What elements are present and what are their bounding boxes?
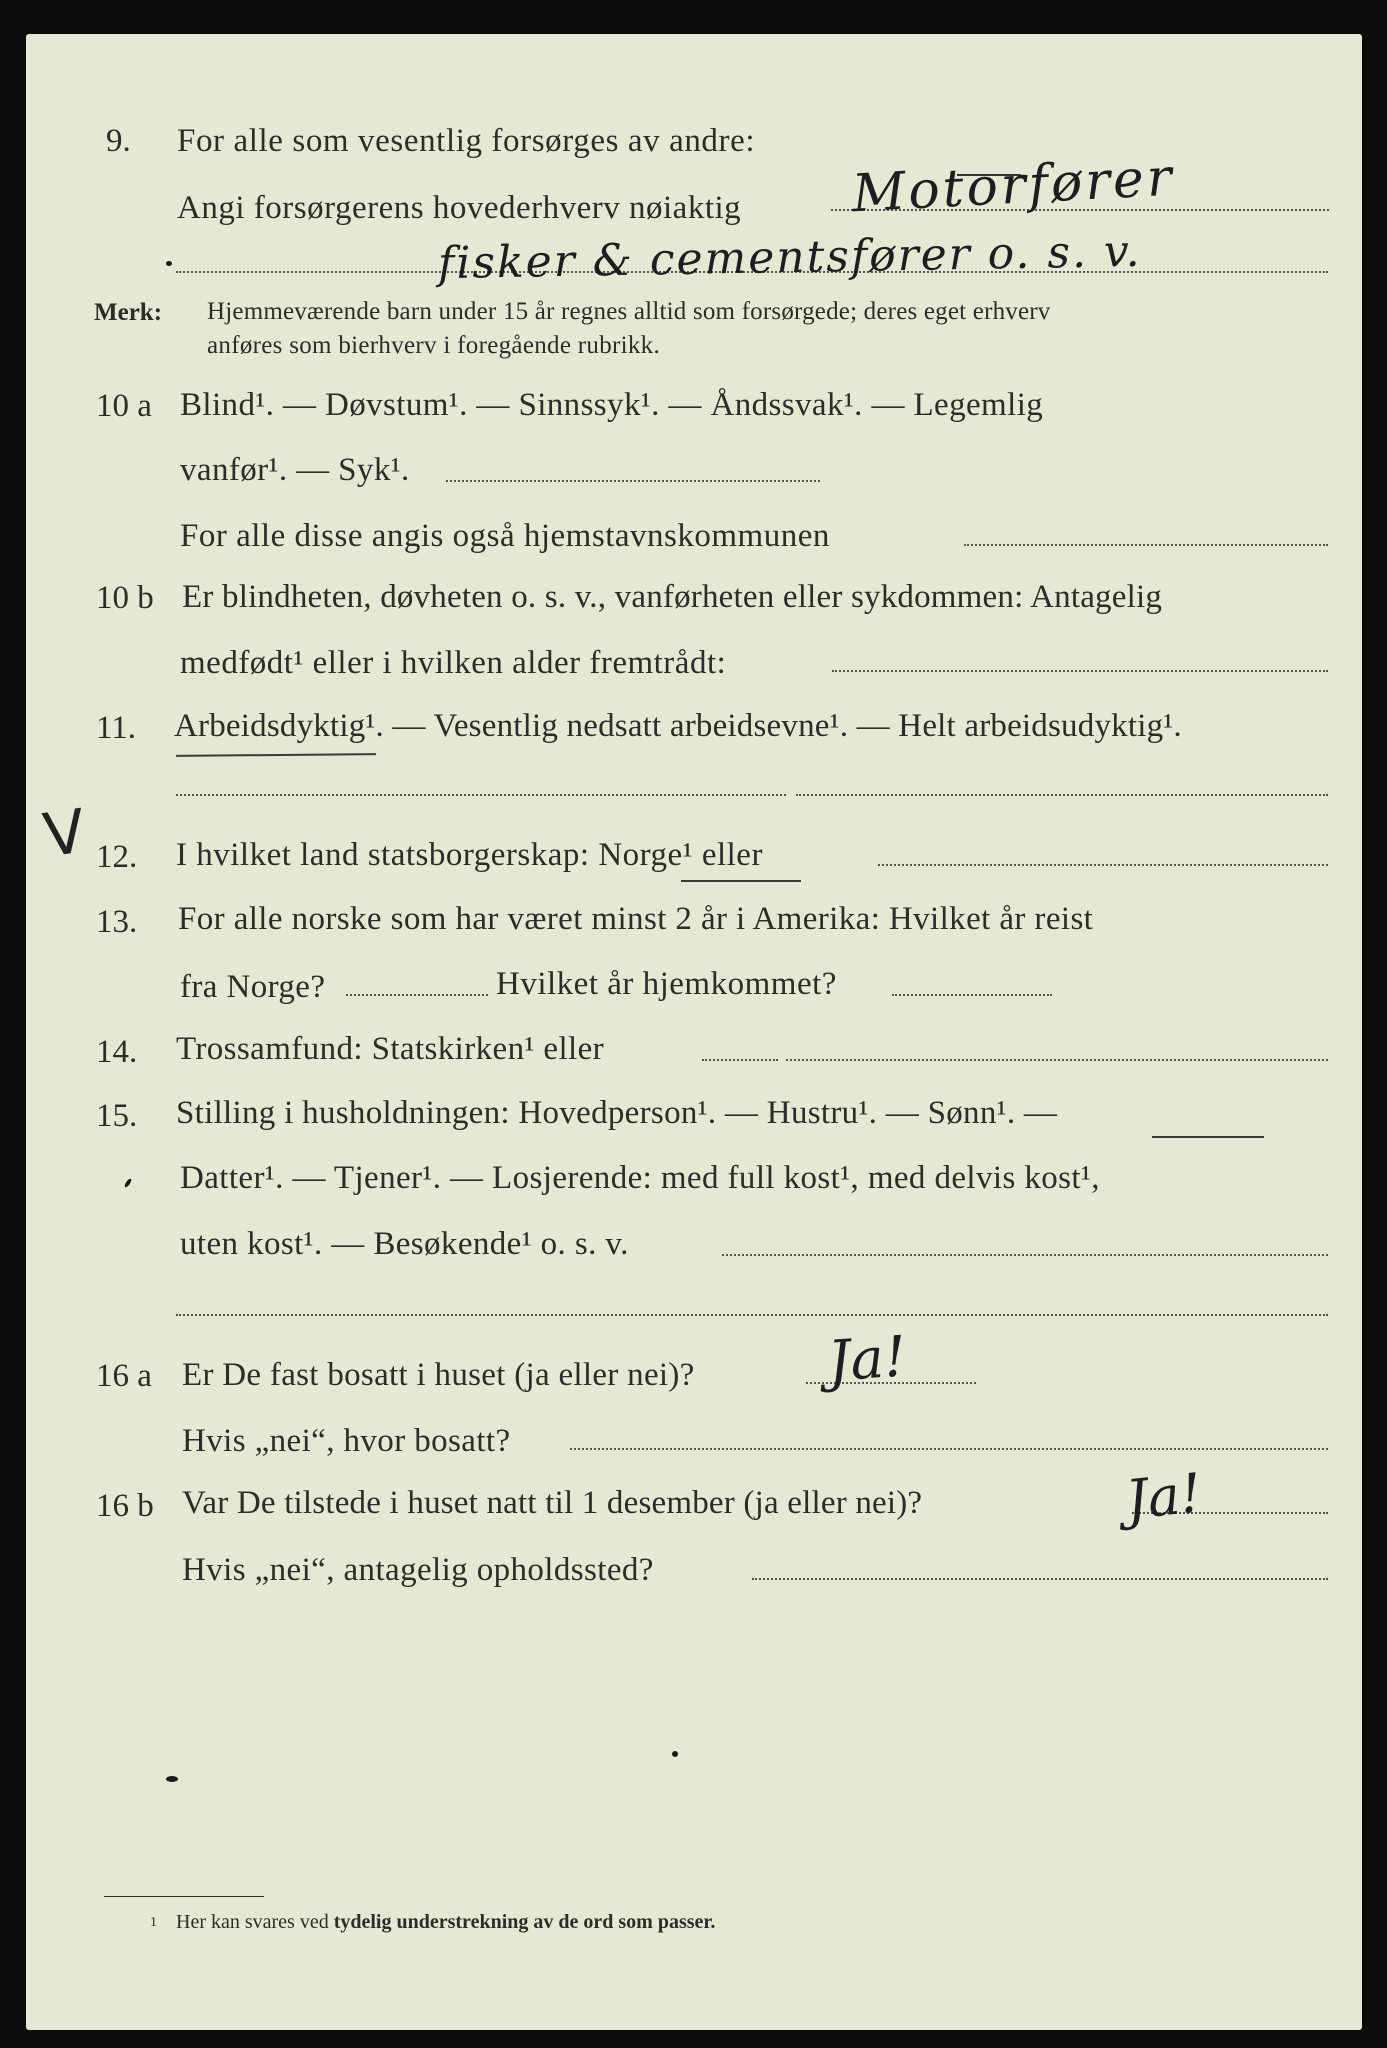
q12-question-line1: I hvilket land statsborgerskap: Norge¹ eller [176, 837, 763, 873]
q13-answer-hjemkommet [892, 994, 1052, 996]
q16a-answer-line2 [570, 1448, 1328, 1450]
q11-answer-line-a [176, 794, 786, 796]
q11-question-line1: Arbeidsdyktig¹. — Vesentlig nedsatt arbeidsevne¹. — Helt arbeidsudyktig¹. [174, 708, 1182, 744]
footnote-marker: 1 [150, 1915, 157, 1930]
q9-handwritten-occupation: Motorfører [850, 147, 1177, 225]
q15-number: 15. [96, 1098, 138, 1134]
q10a-answer-line1 [446, 480, 820, 482]
q15-answer-line1 [722, 1254, 1328, 1256]
q11-underline-arbeidsdyktig [176, 753, 376, 757]
q15-question-line2: Datter¹. — Tjener¹. — Losjerende: med full kost¹, med delvis kost¹, [180, 1160, 1100, 1196]
footnote-rule [104, 1896, 264, 1897]
q9-handwritten-note: fisker & cementsfører o. s. v. [437, 225, 1142, 290]
q16a-handwritten-answer: Ja! [825, 1324, 909, 1395]
q10a-number: 10 a [96, 388, 152, 424]
merk-text-line2: anføres som bierhverv i foregående rubrikk. [207, 332, 661, 359]
q10a-question-line1: Blind¹. — Døvstum¹. — Sinnssyk¹. — Åndssvak¹. — Legemlig [180, 387, 1044, 423]
q9-number: 9. [106, 123, 131, 159]
footnote-text-bold: tydelig understrekning av de ord som passer. [333, 1911, 716, 1933]
footnote-text [176, 1912, 715, 1932]
ink-tick [123, 1178, 132, 1188]
footnote-text-plain: Her kan svares ved [176, 1911, 329, 1933]
q15-question-line3: uten kost¹. — Besøkende¹ o. s. v. [180, 1226, 629, 1262]
q15-answer-line2 [176, 1314, 1328, 1316]
q10b-number: 10 b [96, 580, 154, 616]
q16b-answer-line2 [752, 1578, 1328, 1580]
q16b-question-line2: Hvis „nei“, antagelig opholdssted? [182, 1552, 654, 1588]
q10b-question-line1: Er blindheten, døvheten o. s. v., vanførheten eller sykdommen: Antagelig [182, 579, 1163, 615]
q13-number: 13. [96, 904, 138, 940]
merk-text-line1: Hjemmeværende barn under 15 år regnes alltid som forsørgede; deres eget erhverv [207, 298, 1051, 325]
q14-answer-line-a [702, 1059, 778, 1061]
q16b-question-line1: Var De tilstede i huset natt til 1 desember (ja eller nei)? [182, 1485, 923, 1521]
q13-question-line1: For alle norske som har været minst 2 år i Amerika: Hvilket år reist [178, 901, 1094, 937]
census-form-page [26, 34, 1362, 2030]
q10b-answer-line [832, 670, 1328, 672]
q16b-handwritten-answer: Ja! [1122, 1461, 1205, 1532]
q14-answer-line-b [786, 1059, 1328, 1061]
q16b-number: 16 b [96, 1488, 154, 1524]
q9-question-line2: Angi forsørgerens hovederhverv nøiaktig [177, 190, 742, 226]
ink-dash [166, 1776, 178, 1782]
q16a-number: 16 a [96, 1358, 152, 1394]
q12-answer-line [878, 864, 1328, 866]
q14-number: 14. [96, 1034, 138, 1070]
q16a-question-line1: Er De fast bosatt i huset (ja eller nei)? [182, 1357, 695, 1393]
merk-label: Merk: [94, 299, 163, 326]
q10a-question-line2: vanfør¹. — Syk¹. [180, 452, 410, 488]
q16a-question-line2: Hvis „nei“, hvor bosatt? [182, 1423, 511, 1459]
ink-dot [672, 1751, 678, 1757]
q10b-question-line2: medfødt¹ eller i hvilken alder fremtrådt: [180, 645, 727, 681]
margin-checkmark: V [39, 796, 90, 872]
q11-number: 11. [96, 710, 137, 746]
q14-question-line1: Trossamfund: Statskirken¹ eller [176, 1031, 605, 1067]
q10a-answer-line2 [964, 544, 1328, 546]
ink-dot [166, 261, 172, 266]
q11-answer-line-b [796, 794, 1328, 796]
q13-question-line2a: fra Norge? [180, 969, 326, 1005]
q12-number: 12. [96, 839, 138, 875]
q12-underline-norge [681, 880, 801, 882]
q9-question-line1: For alle som vesentlig forsørges av andre: [177, 123, 756, 159]
q15-question-line1: Stilling i husholdningen: Hovedperson¹. — Hustru¹. — Sønn¹. — [176, 1095, 1058, 1131]
q13-question-line2b: Hvilket år hjemkommet? [496, 966, 837, 1002]
q13-answer-reist [346, 994, 488, 996]
q10a-question-line3: For alle disse angis også hjemstavnskommunen [180, 518, 830, 554]
q15-underline-sonn [1152, 1136, 1264, 1138]
